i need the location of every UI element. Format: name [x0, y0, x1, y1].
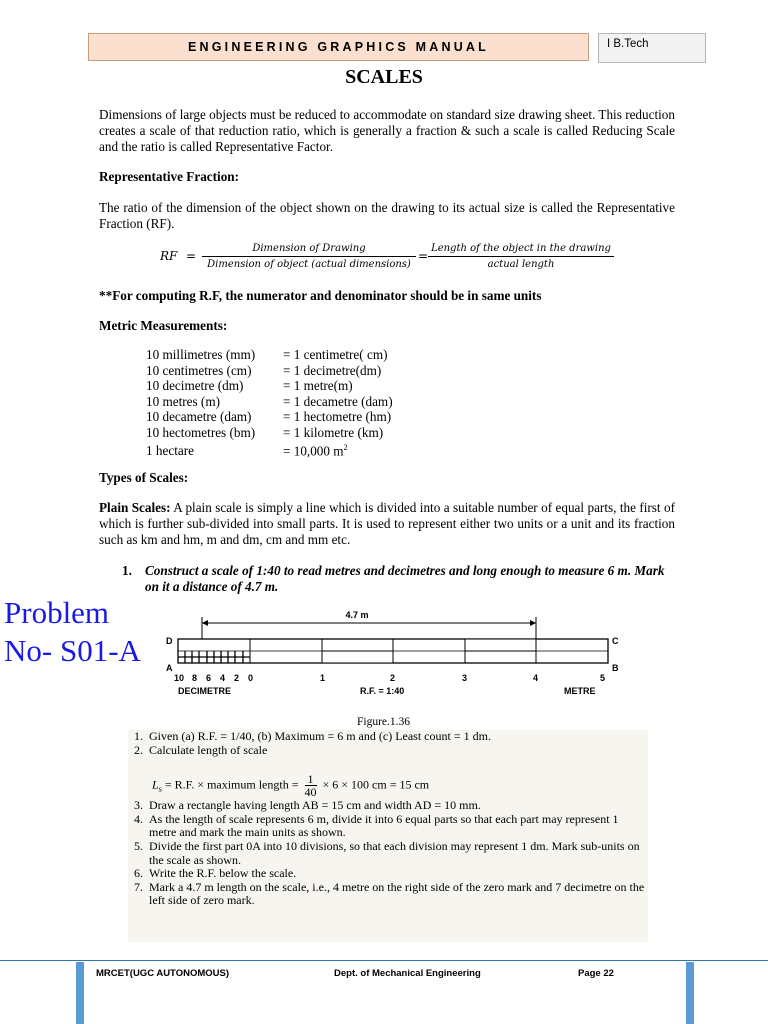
step-number: 5. [134, 838, 143, 853]
rf-heading: Representative Fraction: [99, 169, 240, 184]
metric-left: 10 centimetres (cm) [146, 362, 252, 378]
footer-department: Dept. of Mechanical Engineering [334, 968, 481, 979]
corner-d: D [166, 636, 173, 646]
step-number: 4. [134, 811, 143, 826]
problem-label-line-1: Problem [4, 595, 110, 630]
question-number: 1. [122, 563, 132, 578]
step-text: Divide the first part 0A into 10 divisions, so that each division may represent 1 dm. Mark sub-units on the scale as shown. [149, 838, 640, 867]
step-item [128, 813, 648, 840]
rf-label: R.F. = 1:40 [360, 686, 405, 696]
dimension-arrow-right [530, 620, 536, 626]
step-text: Calculate length of scale [149, 742, 268, 757]
metric-row [146, 425, 393, 441]
tick-label: 4 [533, 673, 539, 683]
metric-row [146, 347, 393, 363]
tick-label: 0 [248, 673, 254, 683]
metric-left: 10 decimetre (dm) [146, 378, 244, 393]
tick-label: 3 [462, 673, 468, 683]
dimension-arrow-left [202, 620, 208, 626]
step-item [128, 881, 648, 908]
problem-label-line-2: No- S01-A [4, 633, 141, 668]
metric-row [146, 409, 393, 425]
problem-label [4, 594, 141, 670]
manual-title: ENGINEERING GRAPHICS MANUAL [188, 40, 489, 54]
metric-right: = 1 decimetre(dm) [283, 362, 382, 378]
step-number: 3. [134, 798, 143, 813]
tick-label: 2 [234, 673, 240, 683]
question-1 [122, 563, 678, 595]
tick-label: 6 [206, 673, 212, 683]
metric-left: 10 hectometres (bm) [146, 424, 256, 440]
construction-steps [128, 730, 648, 942]
alternate-part [322, 651, 393, 663]
tick-label: 1 [320, 673, 326, 683]
tick-label: 5 [600, 673, 606, 683]
metric-right: = 1 metre(m) [283, 378, 353, 393]
step-formula-mid: = R.F. × maximum length = [161, 777, 302, 792]
formula-equals: = [186, 249, 197, 263]
corner-a: A [166, 663, 173, 673]
course-label: I B.Tech [607, 38, 649, 50]
formula-fraction-1-denominator: Dimension of object (actual dimensions) [207, 259, 411, 270]
footer-rule [0, 960, 768, 961]
step-formula-rhs: × 6 × 100 cm = 15 cm [319, 777, 430, 792]
step-formula [128, 763, 648, 800]
footer-bar-left [76, 962, 84, 1024]
step-formula-sub: s [158, 784, 162, 794]
formula-equals-2: = [418, 249, 429, 263]
footer-page-number: Page 22 [578, 968, 614, 979]
step-text: Write the R.F. below the scale. [149, 866, 297, 881]
alternate-part [465, 639, 536, 651]
step-item [128, 744, 648, 758]
footer-institution: MRCET(UGC AUTONOMOUS) [96, 968, 229, 979]
tick-label: 10 [174, 673, 185, 683]
metric-row [146, 378, 393, 394]
step-item [128, 840, 648, 867]
rf-formula [160, 243, 620, 273]
step-text: Given (a) R.F. = 1/40, (b) Maximum = 6 m and (c) Least count = 1 dm. [149, 729, 491, 743]
plain-scale-figure [160, 605, 630, 700]
step-formula-den: 40 [304, 785, 317, 800]
plain-scales-label: Plain Scales: [99, 500, 171, 515]
formula-fraction-2-numerator: Length of the object in the drawing [428, 243, 614, 257]
page-title: SCALES [345, 66, 423, 88]
step-number: 6. [134, 866, 143, 881]
metric-right: = 1 decametre (dam) [283, 393, 393, 409]
metric-left: 1 hectare [146, 443, 194, 459]
formula-fraction-2-denominator: actual length [487, 259, 555, 270]
metric-heading: Metric Measurements: [99, 318, 228, 333]
corner-c: C [612, 636, 619, 646]
units-note: **For computing R.F, the numerator and denominator should be in same units [99, 288, 542, 303]
metric-right: = 1 centimetre( cm) [283, 347, 388, 362]
formula-fraction-1-numerator: Dimension of Drawing [202, 243, 416, 257]
metric-row [146, 363, 393, 379]
step-text: As the length of scale represents 6 m, divide it into 6 equal parts so that each part may represent 1 metre and mark the main units as shown. [149, 811, 619, 840]
step-formula-lhs: L [152, 777, 159, 792]
right-unit-label: METRE [564, 686, 596, 696]
step-item [128, 867, 648, 881]
metric-left: 10 millimetres (mm) [146, 347, 256, 362]
step-number: 2. [134, 742, 143, 757]
plain-scales-text: A plain scale is simply a line which is divided into a suitable number of equal parts, the first of which is further sub-divided into small parts. It is used to represent either two units or a unit and its fraction such as km and hm, m and dm, cm and mm etc. [99, 500, 675, 547]
step-number: 1. [134, 729, 143, 743]
metric-left: 10 decametre (dam) [146, 409, 252, 424]
dimension-label: 4.7 m [345, 610, 369, 620]
tick-label: 8 [192, 673, 198, 683]
question-text: Construct a scale of 1:40 to read metres and decimetres and long enough to measure 6 m. Mark on it a distance of 4.7 m. [145, 563, 665, 594]
tick-label: 4 [220, 673, 226, 683]
step-text: Draw a rectangle having length AB = 15 cm and width AD = 10 mm. [149, 798, 481, 813]
figure-caption: Figure.1.36 [357, 716, 411, 728]
plain-scales-paragraph [99, 500, 675, 548]
step-item [128, 799, 648, 813]
sub-divisions [178, 651, 250, 663]
formula-fraction-2 [428, 243, 614, 270]
formula-fraction-1 [202, 243, 416, 270]
types-heading: Types of Scales: [99, 470, 189, 485]
step-item [128, 730, 648, 744]
metric-table [146, 347, 393, 459]
metric-left: 10 metres (m) [146, 393, 220, 409]
metric-right: = 1 kilometre (km) [283, 424, 384, 440]
step-formula-num: 1 [305, 773, 317, 786]
manual-title-banner [88, 33, 589, 61]
formula-lhs: RF [160, 249, 178, 263]
footer-bar-right [686, 962, 694, 1024]
metric-row [146, 440, 393, 459]
metric-right: = 10,000 m [283, 443, 344, 459]
step-formula-fraction [305, 773, 317, 798]
intro-paragraph: Dimensions of large objects must be reduced to accommodate on standard size drawing sheet. This reduction creates a scale of that reduction ratio, which is generally a fraction & such a scale is called Reducing Scale and the ratio is called Representative Factor. [99, 107, 675, 154]
corner-b: B [612, 663, 619, 673]
metric-superscript: 2 [343, 443, 348, 452]
tick-label: 2 [390, 673, 396, 683]
step-number: 7. [134, 879, 143, 894]
left-unit-label: DECIMETRE [178, 686, 232, 696]
course-label-box [598, 33, 706, 63]
step-text: Mark a 4.7 m length on the scale, i.e., 4 metre on the right side of the zero mark and 7 decimetre on the left side of zero mark. [149, 879, 645, 908]
metric-right: = 1 hectometre (hm) [283, 409, 392, 424]
metric-row [146, 394, 393, 410]
rf-paragraph: The ratio of the dimension of the object shown on the drawing to its actual size is called the Representative Fraction (RF). [99, 200, 675, 231]
